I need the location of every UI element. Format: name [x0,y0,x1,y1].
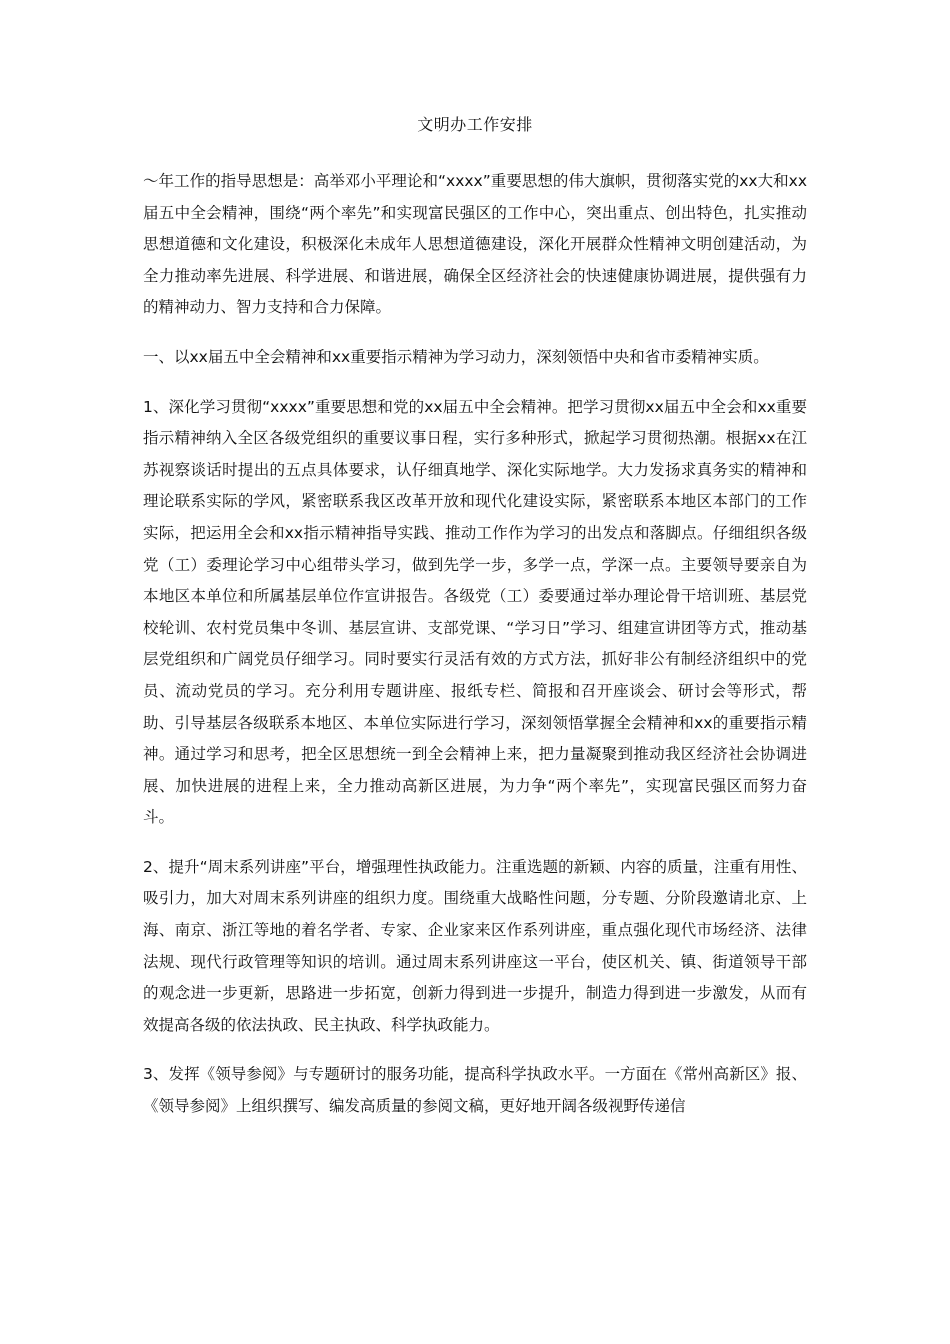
paragraph-item-1: 1、深化学习贯彻“xxxx”重要思想和党的xx届五中全会精神。把学习贯彻xx届五中全会和xx重要指示精神纳入全区各级党组织的重要议事日程，实行多种形式，掀起学习贯彻热潮。根据xx在江苏视察谈话时提出的五点具体要求，认仔细真地学、深化实际地学。大力发扬求真务实的精神和理论联系实际的学风，紧密联系我区改革开放和现代化建设实际，紧密联系本地区本部门的工作实际，把运用全会和xx指示精神指导实践、推动工作作为学习的出发点和落脚点。仔细组织各级党（工）委理论学习中心组带头学习，做到先学一步，多学一点，学深一点。主要领导要亲自为本地区本单位和所属基层单位作宣讲报告。各级党（工）委要通过举办理论骨干培训班、基层党校轮训、农村党员集中冬训、基层宣讲、支部党课、“学习日”学习、组建宣讲团等方式，推动基层党组织和广阔党员仔细学习。同时要实行灵活有效的方式方法，抓好非公有制经济组织中的党员、流动党员的学习。充分利用专题讲座、报纸专栏、简报和召开座谈会、研讨会等形式，帮助、引导基层各级联系本地区、本单位实际进行学习，深刻领悟掌握全会精神和xx的重要指示精神。通过学习和思考，把全区思想统一到全会精神上来，把力量凝聚到推动我区经济社会协调进展、加快进展的进程上来，全力推动高新区进展，为力争“两个率先”，实现富民强区而努力奋斗。 [143,397,807,827]
document-title: 文明办工作安排 [417,115,533,134]
section-heading-1: 一、以xx届五中全会精神和xx重要指示精神为学习动力，深刻领悟中央和省市委精神实质。 [143,347,769,366]
paragraph-guiding-ideology: ～年工作的指导思想是：高举邓小平理论和“xxxx”重要思想的伟大旗帜，贯彻落实党的xx大和xx届五中全会精神，围绕“两个率先”和实现富民强区的工作中心，突出重点、创出特色，扎实推动思想道德和文化建设，积极深化未成年人思想道德建设，深化开展群众性精神文明创建活动，为全力推动率先进展、科学进展、和谐进展，确保全区经济社会的快速健康协调进展，提供强有力的精神动力、智力支持和合力保障。 [143,172,807,317]
paragraph-item-2: 2、提升“周末系列讲座”平台，增强理性执政能力。注重选题的新颖、内容的质量，注重有用性、吸引力，加大对周末系列讲座的组织力度。围绕重大战略性问题，分专题、分阶段邀请北京、上海、南京、浙江等地的着名学者、专家、企业家来区作系列讲座，重点强化现代市场经济、法律法规、现代行政管理等知识的培训。通过周末系列讲座这一平台，使区机关、镇、街道领导干部的观念进一步更新，思路进一步拓宽，创新力得到进一步提升，制造力得到进一步激发，从而有效提高各级的依法执政、民主执政、科学执政能力。 [143,857,807,1034]
document-body [143,166,807,1123]
paragraph-item-3: 3、发挥《领导参阅》与专题研讨的服务功能，提高科学执政水平。一方面在《常州高新区》报、《领导参阅》上组织撰写、编发高质量的参阅文稿，更好地开阔各级视野传递信 [143,1065,807,1116]
